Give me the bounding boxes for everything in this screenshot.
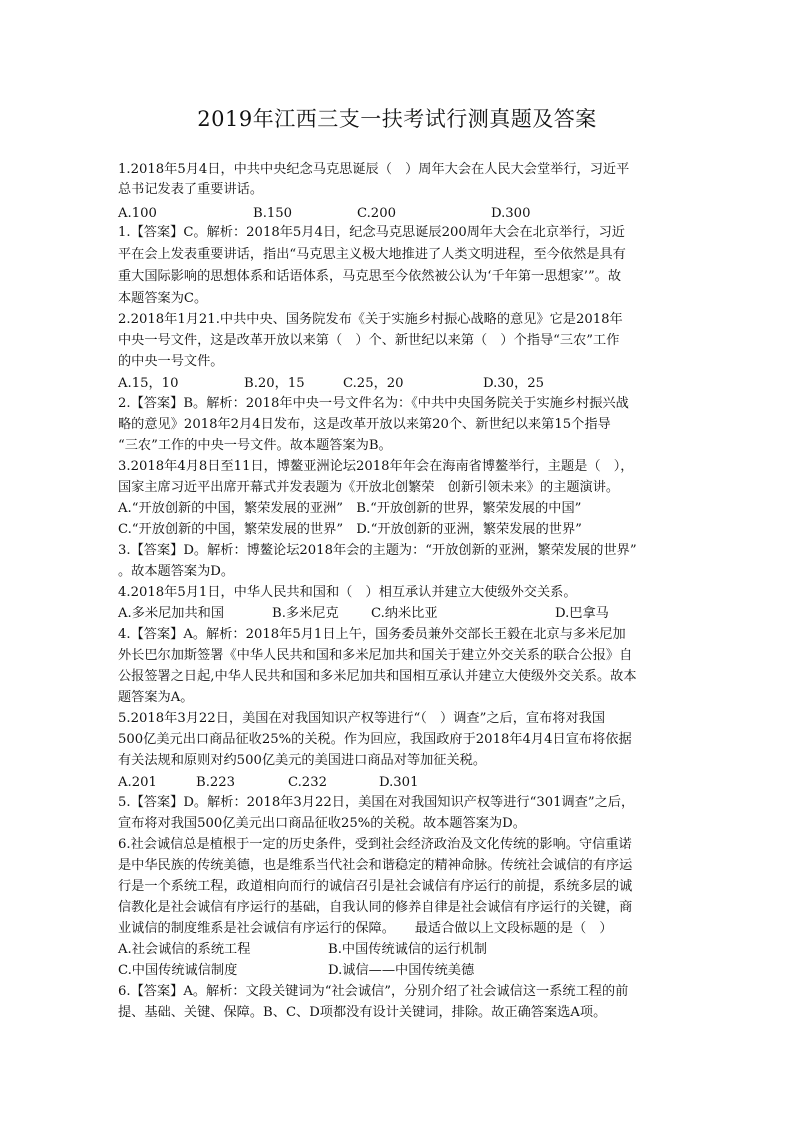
answer-line: 外长巴尔加斯签署《中华人民共和国和多米尼加共和国关于建立外交关系的联合公报》自 [118, 648, 633, 663]
answer-line: 2.【答案】B。解析：2018年中央一号文件名为：《中共中央国务院关于实施乡村振兴战 [118, 396, 629, 411]
option-c: C.232 [288, 775, 327, 790]
option-c: C.中国传统诚信制度 [118, 963, 238, 978]
text-line: 总书记发表了重要讲话。 [118, 182, 264, 197]
answer-line: 1.【答案】C。解析：2018年5月4日，纪念马克思诞辰200周年大会在北京举行，习近 [118, 225, 625, 240]
text-line: 500亿美元出口商品征收25%的关税。作为回应，我国政府于2018年4月4日宣布将依据 [118, 732, 632, 747]
option-d: D.301 [379, 775, 419, 790]
text-line: 中央一号文件，这是改革开放以来第（ ）个、新世纪以来第（ ）个指导“三农”工作 [118, 333, 620, 348]
option-c: C.200 [357, 206, 396, 221]
option-d: D.30，25 [483, 376, 545, 391]
option-a: A.201 [118, 775, 157, 790]
option-a: A.100 [118, 206, 157, 221]
text-line: 5.2018年3月22日，美国在对我国知识产权等进行“（ ）调查”之后，宣布将对我国 [118, 711, 606, 726]
text-line: 3.2018年4月8日至11日，博鳌亚洲论坛2018年年会在海南省博鳌举行，主题是（ ）， [118, 459, 634, 474]
text-line: 行是一个系统工程，政道相向而行的诚信召引是社会诚信有序运行的前提，系统多层的诚 [118, 879, 633, 894]
text-line: 信教化是社会诚信有序运行的基础，自我认同的修养自律是社会诚信有序运行的关键，商 [118, 900, 633, 915]
option-line: A.“开放创新的中国，繁荣发展的亚洲” B.“开放创新的世界，繁荣发展的中国” [118, 501, 582, 516]
text-line: 6.社会诚信总是植根于一定的历史条件，受到社会经济政治及文化传统的影响。守信重诺 [118, 837, 632, 852]
option-d: D.诚信——中国传统美德 [328, 963, 475, 978]
option-a: A.社会诚信的系统工程 [118, 942, 251, 957]
text-line: 1.2018年5月4日，中共中央纪念马克思诞辰（ ）周年大会在人民大会堂举行，习近平 [118, 162, 630, 177]
option-d: D.300 [491, 206, 531, 221]
answer-line: 3.【答案】D。解析：博鳌论坛2018年会的主题为：“开放创新的亚洲，繁荣发展的世界” [118, 543, 637, 558]
answer-line: 4.【答案】A。解析：2018年5月1日上午，国务委员兼外交部长王毅在北京与多米尼加 [118, 627, 626, 642]
document-title: 2019年江西三支一扶考试行测真题及答案 [197, 107, 597, 131]
text-line: 有关法规和原则对约500亿美元的美国进口商品对等加征关税。 [118, 753, 487, 768]
answer-line: 宣布将对我国500亿美元出口商品征收25%的关税。故本题答案为D。 [118, 816, 526, 831]
answer-line: “三农”工作的中央一号文件。故本题答案为B。 [118, 438, 392, 453]
answer-line: 重大国际影响的思想体系和话语体系，马克思至今依然被公认为‘千年第一思想家’”。故 [118, 269, 622, 284]
text-line: 业诚信的制度维系是社会诚信有序运行的保障。 最适合做以上文段标题的是（ ） [118, 921, 613, 936]
option-b: B.223 [196, 775, 236, 790]
text-line: 4.2018年5月1日，中华人民共和国和（ ）相互承认并建立大使级外交关系。 [118, 585, 577, 600]
answer-line: 。故本题答案为D。 [118, 564, 235, 579]
answer-line: 公报签署之日起,中华人民共和国和多米尼加共和国相互承认并建立大使级外交关系。故本 [118, 669, 637, 684]
option-c: C.纳米比亚 [371, 606, 438, 621]
text-line: 2.2018年1月21.中共中央、国务院发布《关于实施乡村振心战略的意见》它是2018年 [118, 312, 623, 327]
answer-line: 提、基础、关键、保障。B、C、D项都没有设计关键词，排除。故正确答案选A项。 [118, 1005, 607, 1020]
option-b: B.多米尼克 [272, 606, 339, 621]
answer-line: 平在会上发表重要讲话，指出“马克思主义极大地推进了人类文明进程，至今依然是具有 [118, 247, 626, 262]
answer-line: 本题答案为C。 [118, 291, 208, 306]
option-b: B.中国传统诚信的运行机制 [328, 942, 487, 957]
option-b: B.150 [253, 206, 293, 221]
answer-line: 题答案为A。 [118, 690, 194, 705]
option-line: C.“开放创新的中国，繁荣发展的世界” D.“开放创新的亚洲，繁荣发展的世界” [118, 522, 582, 537]
answer-line: 6.【答案】A。解析：文段关键词为“社会诚信”，分别介绍了社会诚信这一系统工程的前 [118, 984, 629, 999]
answer-line: 略的意见》2018年2月4日发布，这是改革开放以来第20个、新世纪以来第15个指导 [118, 417, 611, 432]
option-b: B.20，15 [244, 376, 305, 391]
text-line: 国家主席习近平出席开幕式并发表题为《开放北创繁荣 创新引领未来》的主题演讲。 [118, 480, 620, 495]
option-d: D.巴拿马 [555, 606, 609, 621]
option-a: A.多米尼加共和国 [118, 606, 225, 621]
answer-line: 5.【答案】D。解析：2018年3月22日，美国在对我国知识产权等进行“301调查”之后， [118, 795, 635, 810]
text-line: 是中华民族的传统美德，也是维系当代社会和谐稳定的精神命脉。传统社会诚信的有序运 [118, 858, 633, 873]
option-c: C.25，20 [343, 376, 404, 391]
text-line: 的中央一号文件。 [118, 354, 224, 369]
option-a: A.15，10 [118, 376, 179, 391]
